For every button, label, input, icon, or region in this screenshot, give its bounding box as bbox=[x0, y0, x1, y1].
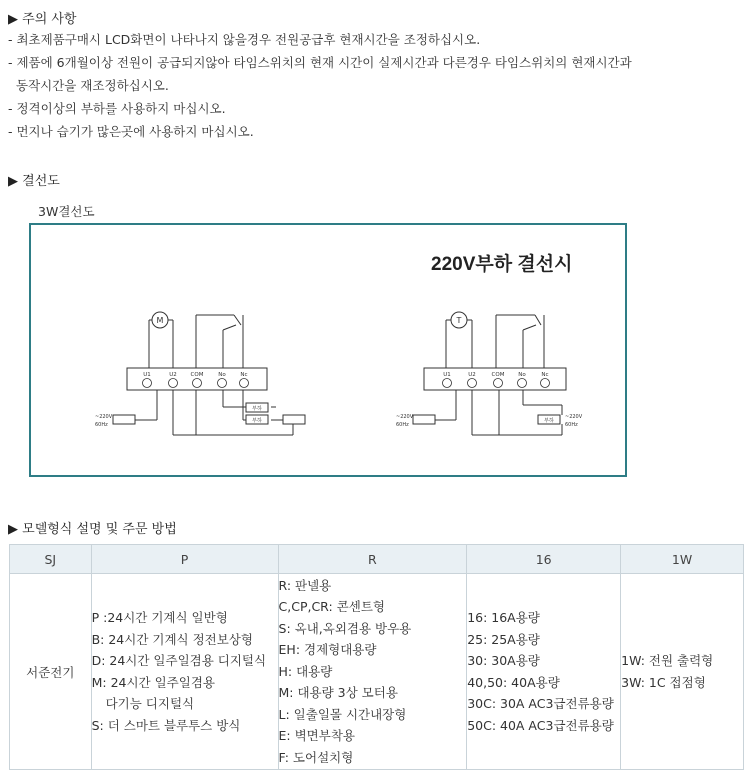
r-item: R: 판넬용 bbox=[278, 577, 332, 593]
caution-line: - 제품에 6개월이상 전원이 공급되지않아 타임스위치의 현재 시간이 실제시간과 다른경우 타임스위치의 현재시간과 bbox=[8, 55, 632, 70]
amp-item: 40,50: 40A용량 bbox=[467, 674, 560, 690]
p-item: P :24시간 기계식 일반형 bbox=[91, 610, 228, 625]
caution-line: 동작시간을 재조정하십시오. bbox=[16, 78, 169, 93]
terminal-label: Nc bbox=[541, 372, 549, 378]
r-item: H: 대용량 bbox=[278, 663, 333, 679]
terminal-label: No bbox=[218, 372, 226, 378]
caution-line: - 정격이상의 부하를 사용하지 마십시오. bbox=[8, 101, 226, 116]
table-row bbox=[10, 574, 744, 770]
terminal-label: No bbox=[518, 372, 526, 378]
voltage-label: ~220V bbox=[396, 414, 414, 420]
wiring-diagram bbox=[29, 223, 627, 477]
w-item: 1W: 전원 출력형 bbox=[621, 653, 714, 668]
model-table bbox=[9, 544, 744, 770]
model-title: ▶ 모델형식 설명 및 주문 방법 bbox=[8, 522, 177, 537]
wiring-subtitle: 3W결선도 bbox=[38, 204, 95, 219]
cell-sj: 서준전기 bbox=[10, 574, 92, 770]
r-item: S: 옥내,옥외겸용 방우용 bbox=[278, 620, 412, 636]
p-item: 다기능 디지털식 bbox=[105, 696, 195, 711]
terminal-label: U2 bbox=[468, 372, 476, 378]
r-item: F: 도어설치형 bbox=[278, 749, 354, 765]
diagram-title: 220V부하 결선시 bbox=[431, 254, 573, 275]
w-item: 3W: 1C 접점형 bbox=[621, 674, 706, 690]
r-item: EH: 경제형대용량 bbox=[278, 642, 377, 658]
amp-item: 30: 30A용량 bbox=[467, 653, 540, 668]
load-label: 부하 bbox=[544, 418, 554, 424]
terminal-label: COM bbox=[491, 372, 505, 378]
caution-list bbox=[8, 28, 632, 143]
terminal-label: U1 bbox=[443, 372, 451, 378]
amp-item: 50C: 40A AC3급전류용량 bbox=[467, 717, 614, 733]
p-item: S: 더 스마트 블루투스 방식 bbox=[91, 717, 241, 733]
caution-title: ▶ 주의 사항 bbox=[8, 12, 77, 27]
amp-item: 25: 25A용량 bbox=[467, 631, 540, 647]
table-header-row bbox=[10, 545, 744, 574]
load-label: 부하 bbox=[252, 418, 262, 424]
load-label: 부하 bbox=[252, 406, 262, 412]
header-sj: SJ bbox=[10, 545, 92, 574]
cell-p bbox=[91, 574, 278, 770]
caution-line: - 최초제품구매시 LCD화면이 나타나지 않을경우 전원공급후 현재시간을 조정하십시오. bbox=[8, 32, 481, 47]
cell-w bbox=[621, 574, 744, 770]
caution-line: - 먼지나 습기가 많은곳에 사용하지 마십시오. bbox=[8, 124, 254, 139]
r-item: M: 대용량 3상 모터용 bbox=[278, 685, 398, 701]
p-item: M: 24시간 일주일겸용 bbox=[91, 674, 215, 690]
cell-r bbox=[278, 574, 467, 770]
terminal-label: Nc bbox=[240, 372, 248, 378]
r-item: C,CP,CR: 콘센트형 bbox=[278, 599, 385, 615]
amp-item: 30C: 30A AC3급전류용량 bbox=[467, 696, 614, 711]
header-amp: 16 bbox=[467, 545, 621, 574]
terminal-label: U2 bbox=[169, 372, 177, 378]
r-item: E: 벽면부착용 bbox=[278, 728, 355, 744]
terminal-label: COM bbox=[190, 372, 204, 378]
voltage-label: ~220V bbox=[565, 414, 583, 420]
motor-label: M bbox=[156, 316, 164, 325]
left-circuit bbox=[113, 312, 305, 435]
amp-item: 16: 16A용량 bbox=[467, 610, 540, 625]
header-r: R bbox=[278, 545, 467, 574]
terminal-label: U1 bbox=[143, 372, 151, 378]
p-item: B: 24시간 기계식 정전보상형 bbox=[91, 631, 253, 647]
freq-label: 60Hz bbox=[565, 422, 578, 428]
freq-label: 60Hz bbox=[396, 422, 409, 428]
cell-amp bbox=[467, 574, 621, 770]
header-p: P bbox=[91, 545, 278, 574]
timer-label: T bbox=[456, 316, 462, 325]
wiring-diagram-svg bbox=[31, 225, 625, 475]
r-item: L: 일출일몰 시간내장형 bbox=[278, 706, 407, 722]
p-item: D: 24시간 일주일겸용 디지털식 bbox=[91, 653, 267, 668]
header-w: 1W bbox=[621, 545, 744, 574]
wiring-title: ▶ 결선도 bbox=[8, 174, 60, 189]
voltage-label: ~220V bbox=[95, 414, 113, 420]
freq-label: 60Hz bbox=[95, 422, 108, 428]
